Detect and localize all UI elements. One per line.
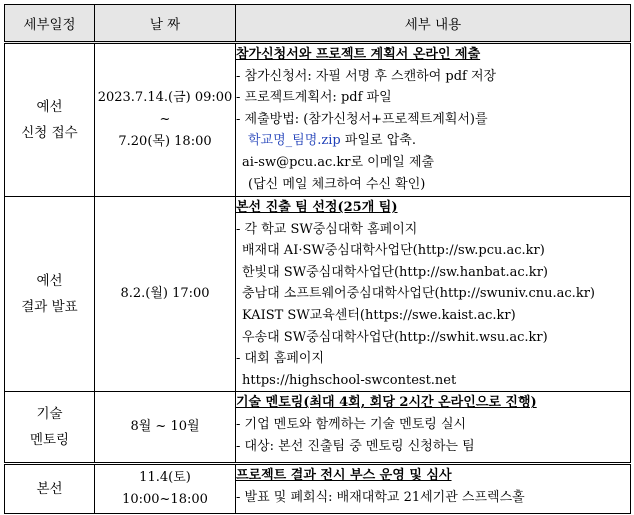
stage-cell: [5, 197, 95, 392]
detail-line: 한빛대 SW중심대학사업단(http://sw.hanbat.ac.kr): [242, 264, 548, 280]
detail-heading: 참가신청서와 프로젝트 계획서 온라인 제출: [236, 47, 481, 62]
detail-line: - 대상: 본선 진출팀 중 멘토링 신청하는 팀: [236, 438, 475, 454]
header-date: 날 짜: [95, 5, 236, 43]
schedule-table: [4, 4, 631, 514]
detail-line: 우송대 SW중심대학사업단(http://swhit.wsu.ac.kr): [242, 329, 548, 345]
stage-cell: [5, 392, 95, 464]
stage-cell: [5, 464, 95, 514]
detail-line: - 프로젝트계획서: pdf 파일: [236, 90, 392, 106]
detail-text: 파일로 압축.: [340, 133, 416, 149]
detail-line: - 기업 멘토와 함께하는 기술 멘토링 실시: [236, 416, 467, 432]
header-detail: 세부 내용: [236, 5, 631, 43]
date-text: 8.2.(월) 17:00: [120, 286, 210, 302]
date-text: 7.20(목) 18:00: [118, 134, 212, 149]
table-row: [5, 43, 631, 197]
detail-cell: [236, 43, 631, 197]
detail-line: KAIST SW교육센터(https://swe.kaist.ac.kr): [242, 307, 516, 323]
table-row: [5, 464, 631, 514]
table-row: [5, 197, 631, 392]
date-text: 11.4(토): [139, 470, 191, 486]
detail-heading: 기술 멘토링(최대 4회, 회당 2시간 온라인으로 진행): [236, 395, 537, 411]
date-text: 8월 ~ 10월: [130, 419, 200, 435]
detail-line: [236, 130, 630, 152]
date-cell: [95, 197, 236, 392]
stage-text: 신청 접수: [21, 125, 78, 141]
stage-text: 예선: [36, 99, 63, 115]
detail-line: - 각 학교 SW중심대학 홈페이지: [236, 221, 418, 237]
detail-line: - 참가신청서: 자필 서명 후 스캔하여 pdf 저장: [236, 68, 497, 84]
stage-text: 멘토링: [29, 432, 70, 449]
stage-cell: [5, 43, 95, 197]
detail-line: (답신 메일 체크하여 수신 확인): [248, 176, 426, 192]
detail-line: https://highschool-swcontest.net: [242, 372, 457, 388]
zip-filename: 학교명_팀명.zip: [248, 133, 341, 149]
detail-cell: [236, 197, 631, 392]
detail-line: - 발표 및 폐회식: 배재대학교 21세기관 스프렉스홀: [236, 489, 525, 505]
header-stage: 세부일정: [5, 5, 95, 43]
date-text: ~: [159, 112, 171, 127]
stage-text: 예선: [36, 273, 63, 290]
date-text: 2023.7.14.(금) 09:00: [97, 90, 233, 105]
detail-line: 충남대 소프트웨어중심대학사업단(http://swuniv.cnu.ac.kr): [242, 286, 595, 302]
date-text: 10:00~18:00: [122, 492, 208, 508]
date-cell: [95, 43, 236, 197]
detail-line: - 대회 홈페이지: [236, 351, 325, 367]
table-row: [5, 392, 631, 464]
stage-text: 결과 발표: [21, 299, 78, 316]
date-cell: [95, 392, 236, 464]
date-cell: [95, 464, 236, 514]
stage-text: 기술: [36, 406, 63, 423]
detail-line: - 제출방법: (참가신청서+프로젝트계획서)를: [236, 111, 488, 127]
detail-cell: [236, 392, 631, 464]
detail-cell: [236, 464, 631, 514]
stage-text: 본선: [36, 481, 63, 498]
detail-line: ai-sw@pcu.ac.kr로 이메일 제출: [242, 154, 435, 170]
header-row: [5, 5, 631, 43]
detail-heading: 본선 진출 팀 선정(25개 팀): [236, 200, 398, 215]
detail-heading: 프로젝트 결과 전시 부스 운영 및 심사: [236, 468, 452, 484]
detail-line: 배재대 AI·SW중심대학사업단(http://sw.pcu.ac.kr): [242, 243, 545, 259]
